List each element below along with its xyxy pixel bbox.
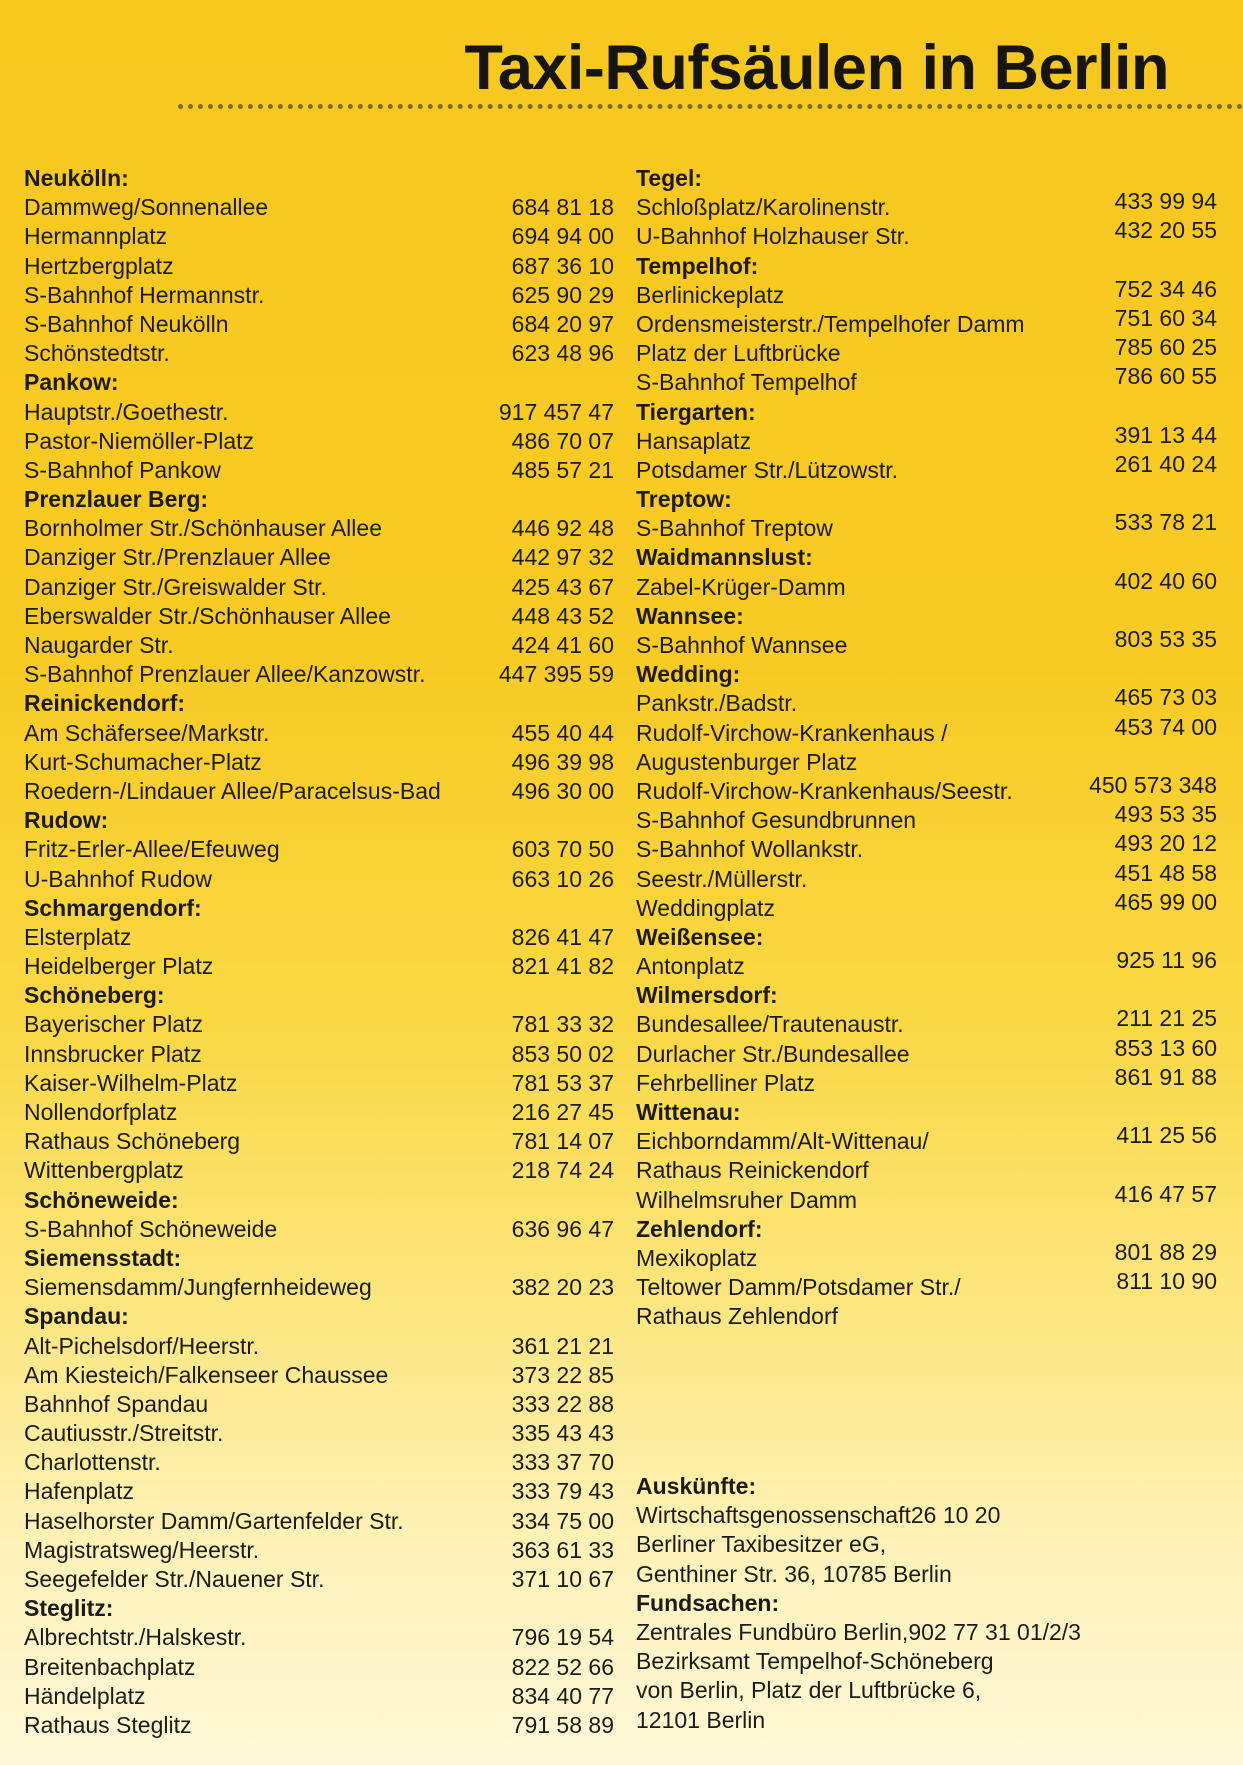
- entry-place: Mexikoplatz: [636, 1244, 758, 1271]
- entry-place: Alt-Pichelsdorf/Heerstr.: [24, 1332, 260, 1359]
- entry-place: Hafenplatz: [24, 1478, 134, 1505]
- entry-phone-number: 333 37 70: [511, 1449, 614, 1476]
- entry-row: [24, 631, 614, 660]
- entry-phone-number: 391 13 44: [1114, 421, 1217, 448]
- entry-phone-number: 448 43 52: [511, 602, 614, 629]
- entry-row: [24, 1623, 614, 1652]
- district-heading: Neukölln:: [24, 165, 129, 191]
- district-heading: Pankow:: [24, 369, 119, 396]
- entry-phone-number: 335 43 43: [511, 1420, 614, 1447]
- entry-row: [24, 1477, 614, 1506]
- entry-place: Weddingplatz: [636, 894, 775, 921]
- entry-phone-number: 453 74 00: [1114, 713, 1217, 740]
- entry-row: [636, 626, 1217, 660]
- entry-place: Innsbrucker Platz: [24, 1040, 202, 1067]
- entry-row: [24, 427, 614, 456]
- entry-place: S-Bahnhof Gesundbrunnen: [636, 807, 917, 834]
- entry-row: [24, 835, 614, 864]
- entry-row: [24, 281, 614, 310]
- district-heading: Prenzlauer Berg:: [24, 486, 209, 513]
- entry-phone-number: 442 97 32: [511, 544, 614, 571]
- entry-place: Bayerischer Platz: [24, 1011, 203, 1038]
- entry-place: Cautiusstr./Streitstr.: [24, 1420, 224, 1447]
- entry-phone-number: 822 52 66: [511, 1653, 614, 1680]
- entry-row: [24, 748, 614, 777]
- entry-phone-number: 785 60 25: [1114, 334, 1217, 361]
- entry-row: [24, 1390, 614, 1419]
- entry-phone-number: 211 21 25: [1116, 1005, 1217, 1032]
- district-heading: Rudow:: [24, 807, 109, 834]
- entry-phone-number: 496 30 00: [511, 777, 614, 804]
- page-title: Taxi-Rufsäulen in Berlin: [464, 33, 1169, 103]
- entry-place: S-Bahnhof Wannsee: [636, 632, 848, 658]
- entry-place: Rathaus Reinickendorf: [636, 1157, 869, 1184]
- entry-place: S-Bahnhof Schöneweide: [24, 1215, 278, 1242]
- entry-row: [24, 222, 614, 251]
- entry-place: Kurt-Schumacher-Platz: [24, 748, 262, 775]
- entry-place: Heidelberger Platz: [24, 953, 214, 980]
- entry-place: Zabel-Krüger-Damm: [636, 573, 846, 600]
- entry-phone-number: 796 19 54: [511, 1624, 614, 1651]
- entry-place: Teltower Damm/Potsdamer Str./: [636, 1274, 961, 1301]
- entry-phone-number: 465 99 00: [1114, 888, 1217, 915]
- entry-place: Breitenbachplatz: [24, 1653, 196, 1680]
- entry-row: [636, 1268, 1217, 1302]
- entry-phone-number: 625 90 29: [511, 281, 614, 308]
- entry-phone-number: 333 22 88: [511, 1390, 614, 1417]
- entry-phone-number: 433 99 94: [1114, 188, 1217, 215]
- district-heading: Wilmersdorf:: [636, 982, 778, 1009]
- entry-phone-number: 781 33 32: [511, 1011, 614, 1038]
- entry-phone-number: 811 10 90: [1116, 1268, 1217, 1295]
- entry-row: [24, 777, 614, 806]
- entry-row: [636, 1063, 1217, 1098]
- entry-place: Nollendorfplatz: [24, 1099, 178, 1125]
- entry-row: [24, 1098, 614, 1127]
- entry-phone-number: 786 60 55: [1114, 363, 1217, 390]
- entry-row: [24, 1156, 614, 1185]
- entry-phone-number: 801 88 29: [1114, 1238, 1217, 1265]
- entry-row: [24, 310, 614, 339]
- district-heading: Tegel:: [636, 165, 703, 191]
- entry-place: Ordensmeisterstr./Tempelhofer Damm: [636, 310, 1025, 337]
- entry-place: U-Bahnhof Rudow: [24, 865, 212, 892]
- entry-row: [24, 1682, 614, 1711]
- entry-place: Bundesallee/Trautenaustr.: [636, 1011, 904, 1038]
- entry-place: Elsterplatz: [24, 923, 132, 950]
- entry-phone-number: 432 20 55: [1114, 217, 1217, 244]
- entry-place: Siemensdamm/Jungfernheideweg: [24, 1274, 372, 1301]
- entry-row: [636, 1530, 1217, 1559]
- entry-place: Am Schäfersee/Markstr.: [24, 719, 270, 746]
- district-heading: Auskünfte:: [636, 1473, 757, 1499]
- entry-row: [24, 193, 614, 222]
- entry-row: [24, 865, 614, 894]
- entry-place: Fehrbelliner Platz: [636, 1069, 815, 1096]
- entry-place: Roedern-/Lindauer Allee/Paracelsus-Bad: [24, 777, 441, 804]
- entry-phone-number: 663 10 26: [511, 865, 614, 892]
- entry-phone-number: 791 58 89: [511, 1711, 614, 1738]
- entry-place: S-Bahnhof Prenzlauer Allee/Kanzowstr.: [24, 661, 426, 688]
- left-column: [24, 164, 614, 1740]
- entry-place: Berlinickeplatz: [636, 281, 785, 308]
- entry-phone-number: 465 73 03: [1114, 684, 1217, 711]
- entry-place: Bahnhof Spandau: [24, 1390, 209, 1417]
- entry-phone-number: 533 78 21: [1114, 509, 1217, 536]
- district-heading: Schmargendorf:: [24, 894, 202, 921]
- entry-phone-number: 424 41 60: [511, 632, 614, 658]
- info-block: [636, 1472, 1217, 1735]
- entry-phone-number: 902 77 31 01/2/3: [908, 1618, 1081, 1645]
- entry-phone-number: 821 41 82: [511, 953, 614, 980]
- district-heading: Wannsee:: [636, 602, 744, 629]
- district-heading: Tiergarten:: [636, 398, 756, 425]
- entry-phone-number: 216 27 45: [511, 1099, 614, 1125]
- entry-row: [24, 514, 614, 543]
- entry-row: [24, 660, 614, 689]
- entry-phone-number: 218 74 24: [511, 1157, 614, 1184]
- entry-row: [636, 713, 1217, 748]
- entry-phone-number: 687 36 10: [511, 252, 614, 279]
- entry-row: [636, 1302, 1217, 1331]
- entry-place: Durlacher Str./Bundesallee: [636, 1040, 910, 1067]
- entry-row: [636, 363, 1217, 397]
- entry-place: Hansaplatz: [636, 427, 752, 454]
- entry-row: [24, 1536, 614, 1565]
- entry-place: Augustenburger Platz: [636, 748, 858, 775]
- entry-row: [636, 450, 1217, 485]
- district-heading: Wittenau:: [636, 1099, 741, 1125]
- district-heading: Zehlendorf:: [636, 1215, 763, 1242]
- district-heading: Schöneberg:: [24, 982, 165, 1009]
- entry-phone-number: 861 91 88: [1114, 1063, 1217, 1090]
- entry-phone-number: 382 20 23: [511, 1274, 614, 1301]
- entry-row: [636, 1706, 1217, 1735]
- entry-row: [24, 1711, 614, 1740]
- entry-place: Schloßplatz/Karolinenstr.: [636, 194, 891, 221]
- entry-row: [24, 252, 614, 281]
- entry-phone-number: 781 14 07: [511, 1128, 614, 1155]
- entry-row: [24, 1419, 614, 1448]
- entry-row: [636, 1122, 1217, 1156]
- entry-row: [24, 339, 614, 368]
- entry-row: [24, 1507, 614, 1536]
- entry-phone-number: 826 41 47: [511, 923, 614, 950]
- entry-place: Eberswalder Str./Schönhauser Allee: [24, 602, 391, 629]
- district-heading: Reinickendorf:: [24, 690, 186, 717]
- entry-place: Wirtschaftsgenossenschaft: [636, 1502, 911, 1529]
- entry-place: 12101 Berlin: [636, 1706, 766, 1733]
- entry-place: Rathaus Zehlendorf: [636, 1303, 839, 1330]
- entry-row: [636, 1560, 1217, 1589]
- district-heading: Schöneweide:: [24, 1186, 179, 1213]
- entry-phone-number: 603 70 50: [511, 836, 614, 863]
- entry-row: [24, 456, 614, 485]
- entry-place: Seegefelder Str./Nauener Str.: [24, 1566, 325, 1592]
- entry-phone-number: 636 96 47: [511, 1215, 614, 1242]
- right-column: [636, 164, 1217, 1332]
- entry-phone-number: 493 20 12: [1114, 830, 1217, 857]
- entry-phone-number: 925 11 96: [1116, 947, 1217, 974]
- entry-phone-number: 425 43 67: [511, 573, 614, 600]
- entry-phone-number: 751 60 34: [1114, 304, 1217, 331]
- entry-place: von Berlin, Platz der Luftbrücke 6,: [636, 1677, 982, 1704]
- entry-place: Magistratsweg/Heerstr.: [24, 1536, 260, 1563]
- entry-row: [24, 602, 614, 631]
- entry-place: Händelplatz: [24, 1682, 146, 1709]
- entry-place: Pastor-Niemöller-Platz: [24, 427, 255, 454]
- entry-phone-number: 694 94 00: [511, 223, 614, 250]
- entry-phone-number: 752 34 46: [1114, 275, 1217, 302]
- entry-phone-number: 411 25 56: [1116, 1122, 1217, 1149]
- entry-row: [24, 1010, 614, 1039]
- entry-phone-number: 684 81 18: [511, 194, 614, 221]
- entry-place: Danziger Str./Prenzlauer Allee: [24, 544, 331, 571]
- entry-place: Danziger Str./Greiswalder Str.: [24, 573, 327, 600]
- entry-row: [24, 1040, 614, 1069]
- entry-phone-number: 496 39 98: [511, 748, 614, 775]
- entry-row: [24, 952, 614, 981]
- entry-place: Seestr./Müllerstr.: [636, 865, 808, 892]
- entry-phone-number: 361 21 21: [511, 1332, 614, 1359]
- entry-place: S-Bahnhof Pankow: [24, 456, 221, 483]
- entry-place: Charlottenstr.: [24, 1449, 161, 1476]
- entry-phone-number: 684 20 97: [511, 310, 614, 337]
- entry-place: Am Kiesteich/Falkenseer Chaussee: [24, 1361, 389, 1388]
- entry-row: [24, 719, 614, 748]
- entry-phone-number: 493 53 35: [1114, 801, 1217, 828]
- entry-place: Platz der Luftbrücke: [636, 340, 841, 367]
- entry-phone-number: 803 53 35: [1114, 626, 1217, 652]
- entry-place: Kaiser-Wilhelm-Platz: [24, 1069, 238, 1096]
- entry-row: [24, 573, 614, 602]
- entry-place: Hauptstr./Goethestr.: [24, 398, 229, 425]
- entry-place: Eichborndamm/Alt-Wittenau/: [636, 1128, 929, 1155]
- entry-phone-number: 455 40 44: [511, 719, 614, 746]
- district-heading: Wedding:: [636, 661, 741, 688]
- entry-place: Wilhelmsruher Damm: [636, 1186, 858, 1213]
- district-heading: Spandau:: [24, 1303, 129, 1330]
- entry-phone-number: 333 79 43: [511, 1478, 614, 1505]
- entry-place: Albrechtstr./Halskestr.: [24, 1624, 247, 1651]
- entry-place: Berliner Taxibesitzer eG,: [636, 1531, 887, 1558]
- entry-phone-number: 363 61 33: [511, 1536, 614, 1563]
- entry-row: [24, 398, 614, 427]
- entry-row: [636, 1647, 1217, 1676]
- entry-row: [24, 923, 614, 952]
- dotted-divider: [178, 104, 1243, 109]
- entry-phone-number: 26 10 20: [910, 1502, 1001, 1529]
- entry-place: Hertzbergplatz: [24, 252, 174, 279]
- district-heading: Siemensstadt:: [24, 1244, 182, 1271]
- entry-place: Rudolf-Virchow-Krankenhaus/Seestr.: [636, 777, 1013, 804]
- entry-phone-number: 416 47 57: [1114, 1180, 1217, 1207]
- entry-phone-number: 446 92 48: [511, 515, 614, 542]
- entry-phone-number: 334 75 00: [511, 1507, 614, 1534]
- entry-phone-number: 485 57 21: [511, 456, 614, 483]
- entry-place: S-Bahnhof Treptow: [636, 515, 833, 542]
- district-heading: Steglitz:: [24, 1595, 114, 1622]
- entry-place: Rathaus Schöneberg: [24, 1128, 241, 1155]
- entry-phone-number: 261 40 24: [1114, 450, 1217, 477]
- entry-phone-number: 917 457 47: [498, 398, 614, 425]
- entry-row: [24, 1448, 614, 1477]
- entry-row: [636, 947, 1217, 981]
- entry-row: [636, 509, 1217, 543]
- entry-place: S-Bahnhof Tempelhof: [636, 369, 857, 396]
- entry-row: [636, 888, 1217, 923]
- entry-phone-number: 373 22 85: [511, 1361, 614, 1388]
- entry-phone-number: 450 573 348: [1089, 771, 1217, 798]
- entry-phone-number: 371 10 67: [511, 1566, 614, 1592]
- entry-row: [24, 1273, 614, 1302]
- entry-place: Genthiner Str. 36, 10785 Berlin: [636, 1560, 952, 1587]
- district-heading: Waidmannslust:: [636, 544, 813, 571]
- entry-row: [24, 1361, 614, 1390]
- district-heading: Weißensee:: [636, 923, 764, 950]
- entry-place: U-Bahnhof Holzhauser Str.: [636, 223, 910, 250]
- entry-place: Haselhorster Damm/Gartenfelder Str.: [24, 1507, 404, 1534]
- entry-phone-number: 486 70 07: [511, 427, 614, 454]
- entry-phone-number: 853 13 60: [1114, 1034, 1217, 1061]
- entry-phone-number: 447 395 59: [498, 661, 614, 688]
- entry-phone-number: 451 48 58: [1114, 859, 1217, 886]
- entry-place: Rudolf-Virchow-Krankenhaus /: [636, 719, 948, 746]
- entry-place: S-Bahnhof Wollankstr.: [636, 836, 864, 863]
- entry-row: [24, 1127, 614, 1156]
- entry-place: Fritz-Erler-Allee/Efeuweg: [24, 836, 280, 863]
- district-heading: Treptow:: [636, 486, 732, 513]
- district-heading: Tempelhof:: [636, 252, 759, 279]
- entry-place: Schönstedtstr.: [24, 340, 170, 367]
- entry-row: [636, 1618, 1217, 1647]
- district-heading: Fundsachen:: [636, 1589, 780, 1616]
- entry-place: Bezirksamt Tempelhof-Schöneberg: [636, 1648, 994, 1675]
- entry-phone-number: 623 48 96: [511, 340, 614, 367]
- entry-row: [24, 1215, 614, 1244]
- entry-place: Wittenbergplatz: [24, 1157, 184, 1184]
- entry-place: Bornholmer Str./Schönhauser Allee: [24, 515, 382, 542]
- entry-phone-number: 781 53 37: [511, 1069, 614, 1096]
- entry-row: [24, 1565, 614, 1594]
- entry-place: Dammweg/Sonnenallee: [24, 194, 269, 221]
- entry-place: Hermannplatz: [24, 223, 168, 250]
- entry-place: Potsdamer Str./Lützowstr.: [636, 456, 899, 483]
- entry-place: Naugarder Str.: [24, 632, 174, 658]
- entry-place: Pankstr./Badstr.: [636, 690, 798, 717]
- entry-place: Antonplatz: [636, 953, 745, 980]
- entry-place: S-Bahnhof Hermannstr.: [24, 281, 265, 308]
- entry-phone-number: 853 50 02: [511, 1040, 614, 1067]
- entry-place: Zentrales Fundbüro Berlin,: [636, 1618, 909, 1645]
- entry-row: [24, 543, 614, 572]
- entry-row: [636, 1180, 1217, 1215]
- entry-row: [636, 567, 1217, 602]
- entry-row: [24, 1069, 614, 1098]
- entry-place: Rathaus Steglitz: [24, 1711, 192, 1738]
- entry-phone-number: 834 40 77: [511, 1682, 614, 1709]
- entry-row: [636, 1501, 1217, 1530]
- entry-row: [636, 1676, 1217, 1705]
- entry-row: [24, 1332, 614, 1361]
- entry-row: [24, 1653, 614, 1682]
- entry-row: [636, 217, 1217, 251]
- entry-place: S-Bahnhof Neukölln: [24, 310, 229, 337]
- entry-phone-number: 402 40 60: [1114, 567, 1217, 594]
